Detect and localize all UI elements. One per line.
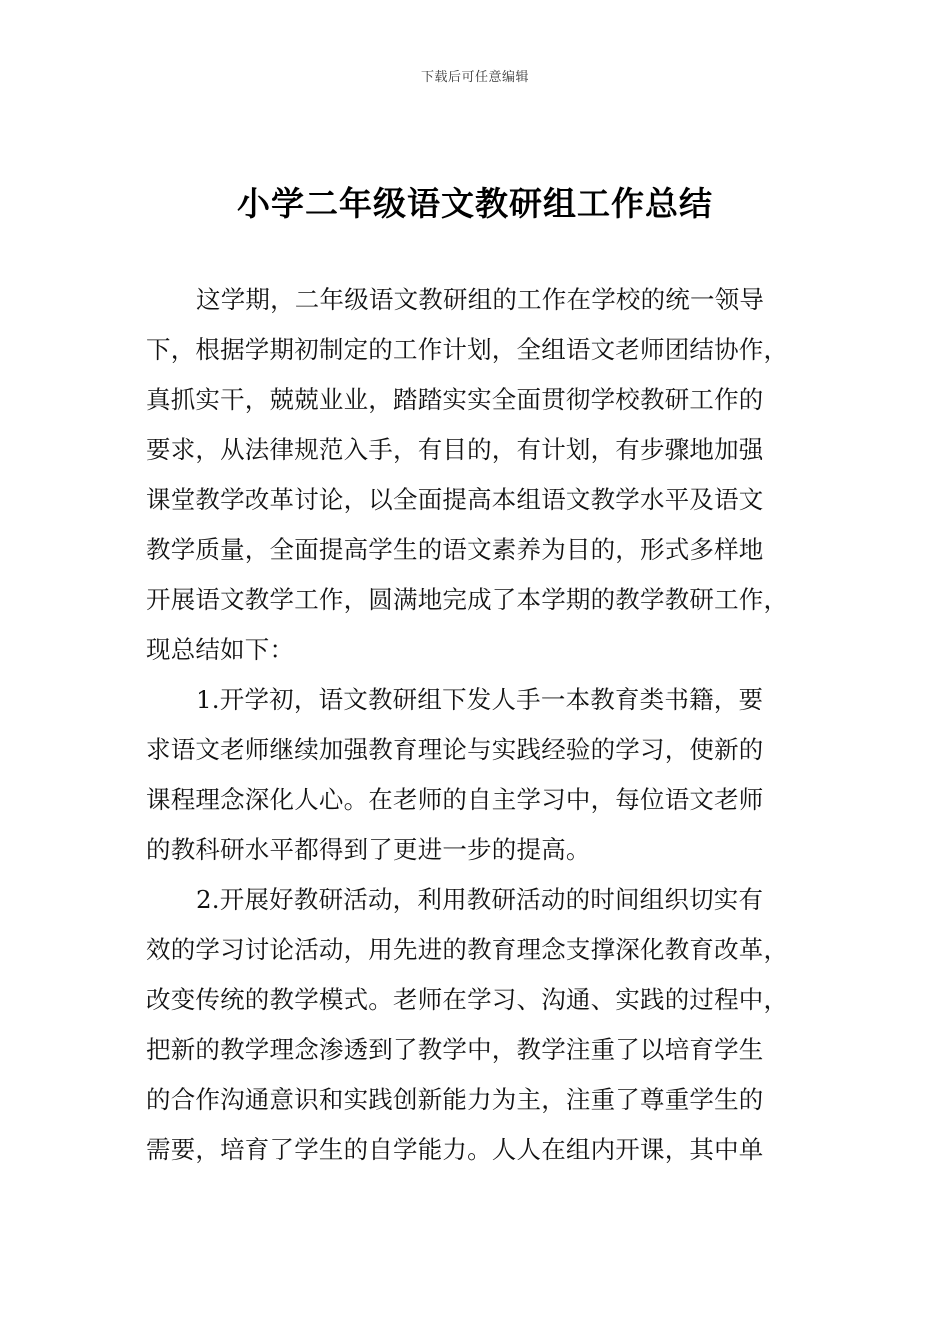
body-line: 把新的教学理念渗透到了教学中，教学注重了以培育学生 — [146, 1035, 764, 1064]
body-line: 教学质量，全面提高学生的语文素养为目的，形式多样地 — [146, 535, 764, 564]
header-note: 下载后可任意编辑 — [420, 70, 529, 85]
body-line: 求语文老师继续加强教育理论与实践经验的学习，使新的 — [146, 735, 764, 764]
body-line: 2.开展好教研活动，利用教研活动的时间组织切实有 — [196, 885, 764, 914]
body-line: 的教科研水平都得到了更进一步的提高。 — [146, 835, 591, 864]
body-line: 1.开学初，语文教研组下发人手一本教育类书籍，要 — [196, 685, 764, 714]
body-line: 开展语文教学工作，圆满地完成了本学期的教学教研工作， — [146, 585, 789, 614]
body-line: 需要，培育了学生的自学能力。人人在组内开课，其中单 — [146, 1135, 764, 1164]
body-line: 效的学习讨论活动，用先进的教育理念支撑深化教育改革， — [146, 935, 789, 964]
body-line: 要求，从法律规范入手，有目的，有计划，有步骤地加强 — [146, 435, 764, 464]
document-title: 小学二年级语文教研组工作总结 — [237, 184, 713, 223]
body-line: 改变传统的教学模式。老师在学习、沟通、实践的过程中， — [146, 985, 789, 1014]
body-line: 课堂教学改革讨论，以全面提高本组语文教学水平及语文 — [146, 485, 764, 514]
body-line: 下，根据学期初制定的工作计划，全组语文老师团结协作， — [146, 335, 789, 364]
body-line: 的合作沟通意识和实践创新能力为主，注重了尊重学生的 — [146, 1085, 764, 1114]
body-line: 现总结如下： — [146, 635, 295, 664]
body-line: 课程理念深化人心。在老师的自主学习中，每位语文老师 — [146, 785, 764, 814]
document-body — [146, 275, 806, 1175]
body-line: 真抓实干，兢兢业业，踏踏实实全面贯彻学校教研工作的 — [146, 385, 764, 414]
body-line: 这学期，二年级语文教研组的工作在学校的统一领导 — [196, 285, 765, 314]
